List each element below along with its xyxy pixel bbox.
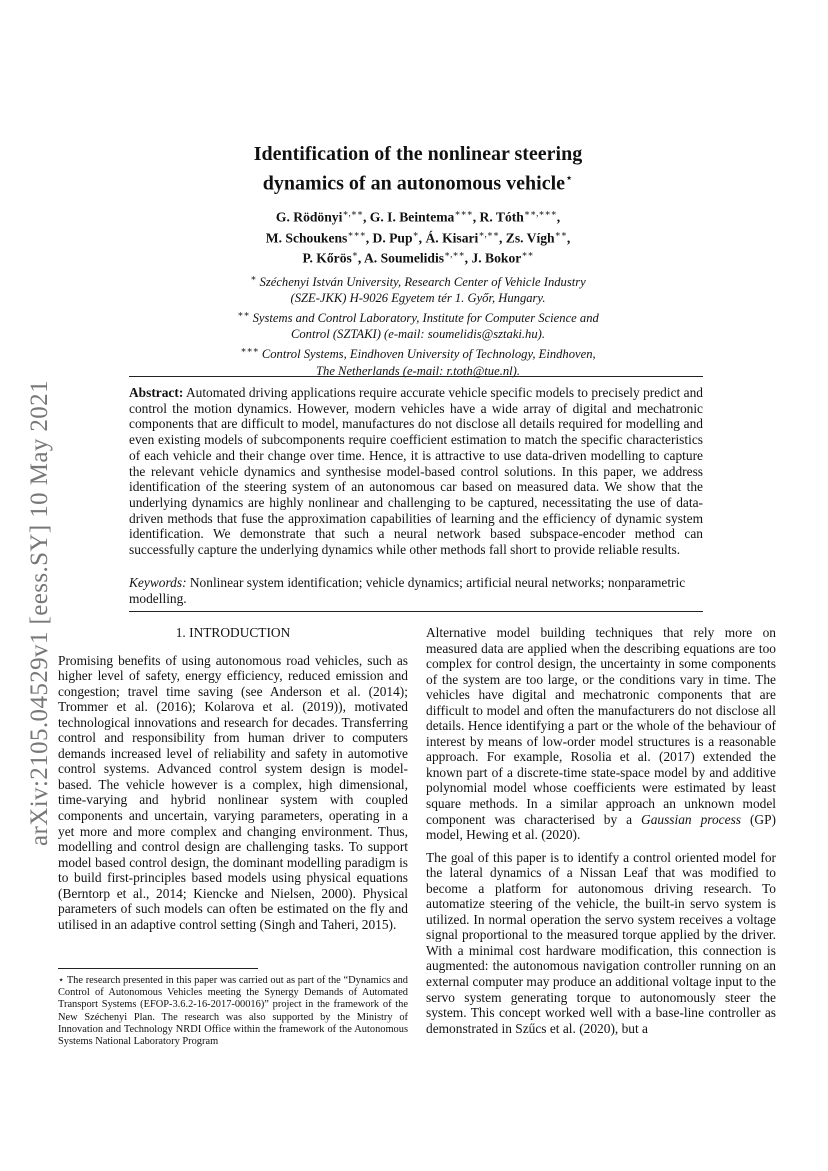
affil-mark: ∗∗ (237, 309, 250, 320)
author-line-1: G. Rödönyi∗,∗∗, G. I. Beintema∗∗∗, R. Tóth∗∗,∗∗∗, (275, 208, 561, 225)
affiliation-2 (150, 306, 686, 326)
affil-line: Systems and Control Laboratory, Institute for Computer Science and (252, 311, 599, 326)
author-list (100, 205, 736, 267)
title-line-2 (100, 166, 736, 196)
footnote-text: The research presented in this paper was carried out as part of the “Dynamics and Control of Autonomous Vehicles meeting the Synergy Demands of Automated Transport Systems (EFOP-3.6.2-16-2017-00016)” project in the framework of the New Széchenyi Plan. The research was also supported by the Ministry of Innovation and Technology NRDI Office within the framework of the Autonomous Systems National Laboratory Program (58, 975, 408, 1048)
keywords-label: Keywords: (129, 575, 187, 590)
footnote (58, 975, 408, 1048)
author-name: J. Bokor (471, 250, 522, 266)
paper-title (100, 142, 736, 196)
footnote-mark: ⋆ (58, 975, 65, 986)
intro-paragraph-3: The goal of this paper is to identify a control oriented model for the lateral dynamics of a Nissan Leaf that was modified to become a platform for autonomous driving research. To automatize steering of the vehicle, the built-in servo system is utilized. In normal operation the servo system receives a voltage signal proportional to the measured torque applied by the driver. With a minimal cost hardware modification, this connection is augmented: the autonomous navigation controller running on an external computer may produce an additional voltage input to the servo system generating torque to autonomously steer the system. This concept worked well with a base-line controller as demonstrated in Szűcs et al. (2020), but a (426, 849, 776, 1036)
author-affil-mark: ∗∗ (521, 249, 534, 260)
footnote-rule (58, 968, 258, 969)
arxiv-stamp (22, 350, 58, 875)
emphasis-text: Gaussian process (641, 811, 741, 827)
right-column (426, 625, 776, 1036)
author-name: A. Soumelidis (363, 250, 445, 266)
affiliation-3 (150, 342, 686, 362)
author-affil-mark: ∗ (351, 249, 358, 260)
affil-mark: ∗∗∗ (240, 345, 259, 356)
author-name: G. Rödönyi (275, 209, 343, 225)
author-line-3: P. Kőrös∗, A. Soumelidis∗,∗∗, J. Bokor∗∗ (302, 249, 534, 266)
affil-line: Széchenyi István University, Research Center of Vehicle Industry (259, 275, 586, 290)
section-heading: 1. INTRODUCTION (175, 625, 291, 640)
affil-line: Control (SZTAKI) (e-mail: soumelidis@sztaki.hu). (290, 327, 545, 342)
left-column (58, 625, 408, 932)
author-affil-mark: ∗∗∗ (347, 228, 366, 239)
paragraph-text: (GP) model, Hewing et al. (2020). (426, 811, 776, 843)
author-name: R. Tóth (479, 209, 524, 225)
affiliation-1 (150, 270, 686, 290)
abstract-text: Automated driving applications require accurate vehicle specific models to precisely predict and control the motion dynamics. However, modern vehicles have a wide array of digital and mechatronic components that are difficult to model, manufactures do not disclose all details required for modelling and even existing models of subcomponents require coefficient estimation to match the specific characteristics of each vehicle and their change over time. Hence, it is attractive to use data-driven modelling to capture the relevant vehicle dynamics and synthesise model-based control solutions. In this paper, we address identification of the steering system of an autonomous car based on measured data. We show that the underlying dynamics are highly nonlinear and challenging to be captured, necessitating the use of data-driven methods that fuse the approximation capabilities of learning and the efficiency of dynamic system identification. We demonstrate that such a neural network based subspace-encoder method can successfully capture the underlying dynamics while other methods fall short to provide reliable results. (129, 385, 703, 558)
author-name: M. Schoukens (265, 230, 348, 246)
affil-line: Control Systems, Eindhoven University of Technology, Eindhoven, (261, 347, 596, 362)
abstract-bottom-rule (129, 611, 703, 612)
author-affil-mark: ∗,∗∗ (478, 228, 499, 239)
author-name: D. Pup (372, 230, 413, 246)
author-name: Á. Kisari (425, 230, 479, 246)
abstract (129, 385, 703, 558)
author-affil-mark: ∗,∗∗ (342, 208, 363, 218)
abstract-top-rule (129, 376, 703, 377)
abstract-label: Abstract: (129, 385, 184, 400)
affil-mark: ∗ (250, 273, 257, 283)
arxiv-stamp-text: arXiv:2105.04529v1 [eess.SY] 10 May 2021 (26, 379, 54, 846)
author-name: Zs. Vígh (505, 230, 555, 246)
author-name: P. Kőrös (302, 250, 352, 266)
intro-paragraph-1: Promising benefits of using autonomous road vehicles, such as higher level of safety, energy efficiency, reduced emission and congestion; travel time saving (see Anderson et al. (2014); Trommer et al. (2016); Kolarova et al. (2019)), motivated technological innovations and research for decades. Transferring control and responsibility from human driver to computers demands increased level of reliability and safety in automotive control systems. Advanced control system design is model-based. The vehicle however is a complex, high dimensional, time-varying and hybrid nonlinear system with coupled components and uncertain, varying parameters, operating in a yet more and more complex and changing environment. Thus, modelling and control design are challenging tasks. To support model based control design, the dominant modelling paradigm is to build first-principles based models using physical equations (Berntorp et al., 2014; Kiencke and Nielsen, 2000). Physical parameters of such models can often be estimated on the fly and utilised in an adaptive control setting (Singh and Taheri, 2015). (58, 652, 408, 932)
keywords-text: Nonlinear system identification; vehicle dynamics; artificial neural networks; nonparametric modelling. (129, 575, 686, 606)
author-affil-mark: ∗∗ (554, 228, 567, 239)
author-affil-mark: ∗∗,∗∗∗ (523, 208, 557, 218)
title-footnote-mark: ⋆ (565, 170, 574, 185)
author-affil-mark: ∗ (412, 228, 419, 239)
title-line-2-text: dynamics of an autonomous vehicle (262, 172, 566, 195)
author-line-2: M. Schoukens∗∗∗, D. Pup∗, Á. Kisari∗,∗∗, Zs. Vígh∗∗, (265, 228, 571, 246)
paragraph-text: Alternative model building techniques that rely more on measured data are applied when the describing equations are too complex for control design, the uncertainty in some components of the system are too large, or the conditions vary in time. The vehicles have digital and mechatronic components that are difficult to model and often the manufacturers do not disclose all details. Hence identifying a part or the whole of the behaviour of interest by means of low-order model structures is a reasonable approach. For example, Rosolia et al. (2017) extended the known part of a discrete-time state-space model by and additive polynomial model whose coefficients were estimated by least square methods. In a similar approach an unknown model component was characterised by a (426, 625, 776, 827)
affiliations (150, 270, 686, 379)
author-name: G. I. Beintema (369, 209, 455, 225)
intro-paragraph-2 (426, 625, 776, 843)
author-affil-mark: ∗∗∗ (454, 208, 473, 218)
keywords (129, 575, 703, 606)
author-affil-mark: ∗,∗∗ (444, 249, 465, 260)
affil-line: The Netherlands (e-mail: r.toth@tue.nl). (316, 363, 520, 378)
title-line-1: Identification of the nonlinear steering (253, 143, 583, 165)
affil-line: (SZE-JKK) H-9026 Egyetem tér 1. Győr, Hungary. (290, 291, 546, 306)
